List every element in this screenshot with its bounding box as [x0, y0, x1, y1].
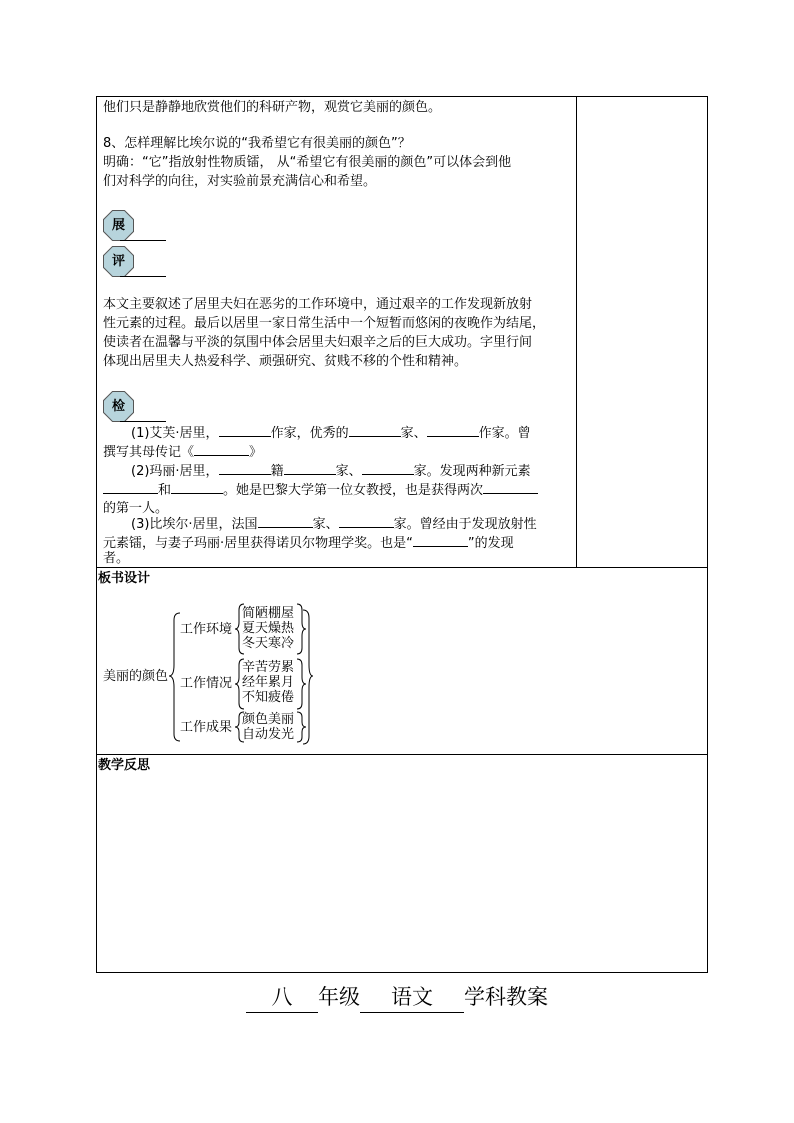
summary-line-3: 使读者在温馨与平淡的氛围中体会居里夫妇艰辛之后的巨大成功。字里行间: [103, 335, 533, 350]
summary-line-4: 体现出居里夫人热爱科学、顽强研究、贫贱不移的个性和精神。: [103, 354, 468, 369]
summary-line-1: 本文主要叙述了居里夫妇在恶劣的工作环境中，通过艰辛的工作发现新放射: [103, 297, 533, 312]
footer-title: [0, 982, 794, 1013]
exercise-1-part-d: 作家。曾: [478, 426, 531, 441]
board-group-label-3: 工作成果: [180, 720, 233, 735]
board-item: 自动发光: [242, 727, 295, 742]
exercise-3-part-d: 元素镭，与妻子玛丽·居里获得诺贝尔物理学奖。也是“: [103, 536, 413, 551]
exercise-2-line3: 的第一人。: [103, 501, 169, 516]
exercise-2-part-d: 家。发现两种新元素: [413, 464, 531, 479]
board-item: 经年累月: [242, 675, 295, 690]
exercise-1-part-f: 》: [249, 445, 263, 460]
board-item: 冬天寒冷: [242, 636, 295, 651]
exercise-3-part-c: 家。曾经由于发现放射性: [393, 517, 537, 532]
exercise-2-part-a: (2)玛丽·居里，: [131, 464, 219, 479]
exercise-3-part-e: ”的发现: [467, 536, 514, 551]
exercise-1-part-b: 作家，优秀的: [270, 426, 349, 441]
exercise-3-part-b: 家、: [312, 517, 339, 532]
board-item: 颜色美丽: [242, 712, 295, 727]
board-heading: 板书设计: [98, 571, 151, 586]
board-root: 美丽的颜色: [103, 669, 169, 684]
exercise-1-part-e: 撰写其母传记《: [103, 445, 195, 460]
exercise-2-part-f: 。她是巴黎大学第一位女教授，也是获得两次: [223, 483, 484, 498]
exercise-1-part-c: 家、: [400, 426, 427, 441]
footer-subject-suffix: 学科教案: [464, 985, 548, 1009]
board-item: 简陋棚屋: [242, 606, 295, 621]
board-item: 辛苦劳累: [242, 660, 295, 675]
question-8: 8、怎样理解比埃尔说的“我希望它有很美丽的颜色”？: [103, 136, 411, 151]
footer-grade-suffix: 年级: [318, 985, 360, 1009]
footer-subject: 语文: [360, 982, 464, 1013]
badge-zhan-label: 展: [111, 218, 125, 233]
exercise-2-part-e: 和: [158, 483, 172, 498]
text-line-appreciate: 他们只是静静地欣赏他们的科研产物，观赏它美丽的颜色。: [103, 100, 442, 115]
footer-grade: 八: [246, 982, 318, 1013]
board-group-label-1: 工作环境: [180, 622, 233, 637]
exercise-1-part-a: (1)艾芙·居里，: [131, 426, 219, 441]
exercise-2-part-b: 籍: [270, 464, 284, 479]
exercise-2-part-c: 家、: [335, 464, 362, 479]
exercise-3-line3: 者。: [103, 551, 130, 566]
exercise-3-part-a: (3)比埃尔·居里，法国: [131, 517, 258, 532]
badge-ping-label: 评: [111, 254, 125, 269]
reflection-heading: 教学反思: [98, 758, 151, 773]
board-item: 不知疲倦: [242, 690, 295, 705]
badge-jian-label: 检: [111, 399, 125, 414]
answer-8-line1: 明确：“它”指放射性物质镭， 从“希望它有很美丽的颜色”可以体会到他: [103, 155, 512, 170]
board-group-label-2: 工作情况: [180, 676, 233, 691]
summary-line-2: 性元素的过程。最后以居里一家日常生活中一个短暂而悠闲的夜晚作为结尾，: [103, 316, 546, 331]
answer-8-line2: 们对科学的向往，对实验前景充满信心和希望。: [103, 174, 377, 189]
table-border-bottom: [96, 972, 708, 973]
board-item: 夏天燥热: [242, 621, 295, 636]
